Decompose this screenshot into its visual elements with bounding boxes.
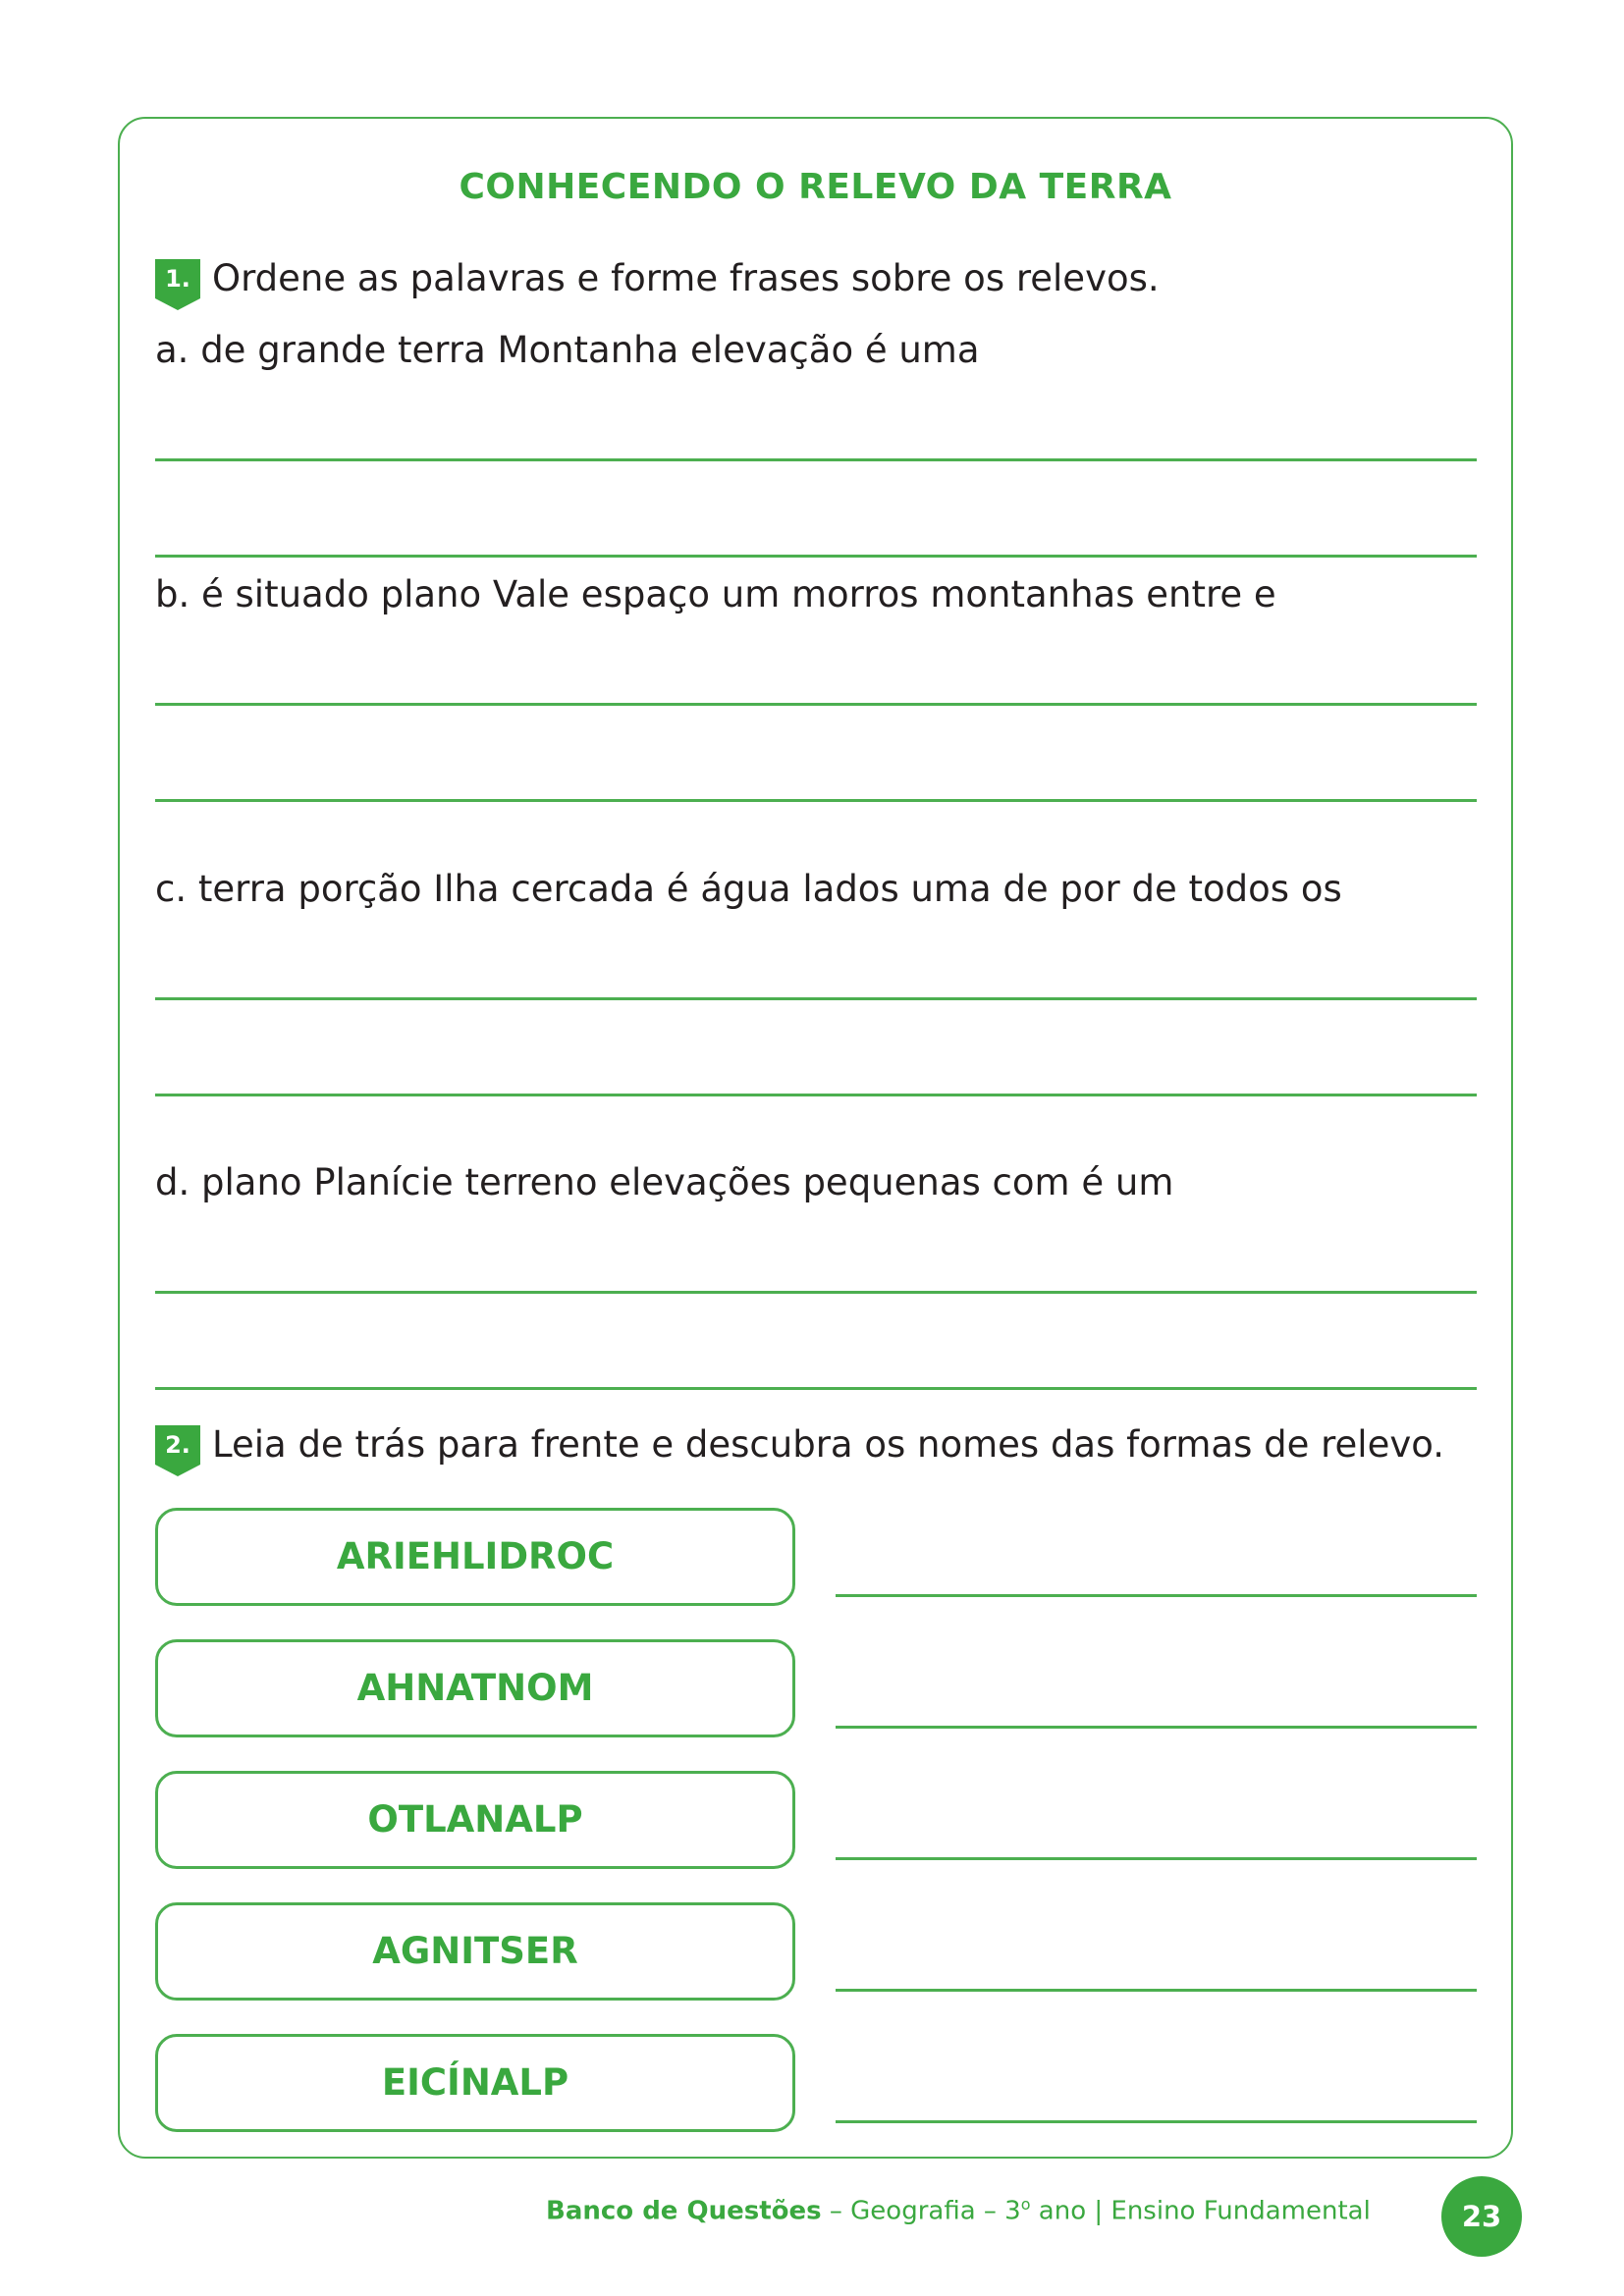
page-title: CONHECENDO O RELEVO DA TERRA — [459, 167, 1172, 207]
scrambled-word-box: ARIEHLIDROC — [155, 1508, 795, 1606]
word-answer-line[interactable] — [836, 1989, 1477, 1992]
word-answer-line[interactable] — [836, 1594, 1477, 1597]
word-answer-line[interactable] — [836, 1857, 1477, 1860]
footer-ordinal: o — [1020, 2195, 1031, 2214]
answer-line-a2[interactable] — [155, 555, 1477, 558]
answer-line-c1[interactable] — [155, 997, 1477, 1000]
question-1-text: Ordene as palavras e forme frases sobre os relevos. — [212, 257, 1160, 299]
question-1-item-b: b. é situado plano Vale espaço um morros montanhas entre e — [155, 573, 1276, 615]
word-answer-line[interactable] — [836, 2120, 1477, 2123]
answer-line-a1[interactable] — [155, 458, 1477, 461]
scrambled-word-box: AHNATNOM — [155, 1639, 795, 1737]
footer-series-name: Banco de Questões — [546, 2196, 822, 2226]
scrambled-word-box: EICÍNALP — [155, 2034, 795, 2132]
question-2-text: Leia de trás para frente e descubra os nomes das formas de relevo. — [212, 1423, 1444, 1466]
answer-line-b1[interactable] — [155, 703, 1477, 706]
answer-line-b2[interactable] — [155, 799, 1477, 802]
question-1-number-badge: 1. — [155, 259, 200, 298]
answer-line-c2[interactable] — [155, 1094, 1477, 1096]
question-1 — [155, 257, 1160, 300]
answer-line-d2[interactable] — [155, 1387, 1477, 1390]
question-1-item-a: a. de grande terra Montanha elevação é uma — [155, 329, 980, 371]
question-1-item-d: d. plano Planície terreno elevações pequenas com é um — [155, 1161, 1174, 1203]
answer-line-d1[interactable] — [155, 1291, 1477, 1294]
footer-level: ano | Ensino Fundamental — [1030, 2196, 1371, 2226]
scrambled-word-box: OTLANALP — [155, 1771, 795, 1869]
page-number-badge: 23 — [1441, 2176, 1522, 2257]
footer-subject-grade: – Geografia – 3 — [821, 2196, 1021, 2226]
question-1-item-c: c. terra porção Ilha cercada é água lados uma de por de todos os — [155, 868, 1342, 910]
question-2-number-badge: 2. — [155, 1425, 200, 1465]
question-2 — [155, 1423, 1444, 1467]
scrambled-word-box: AGNITSER — [155, 1902, 795, 2001]
footer-caption — [546, 2195, 1371, 2226]
word-answer-line[interactable] — [836, 1726, 1477, 1729]
